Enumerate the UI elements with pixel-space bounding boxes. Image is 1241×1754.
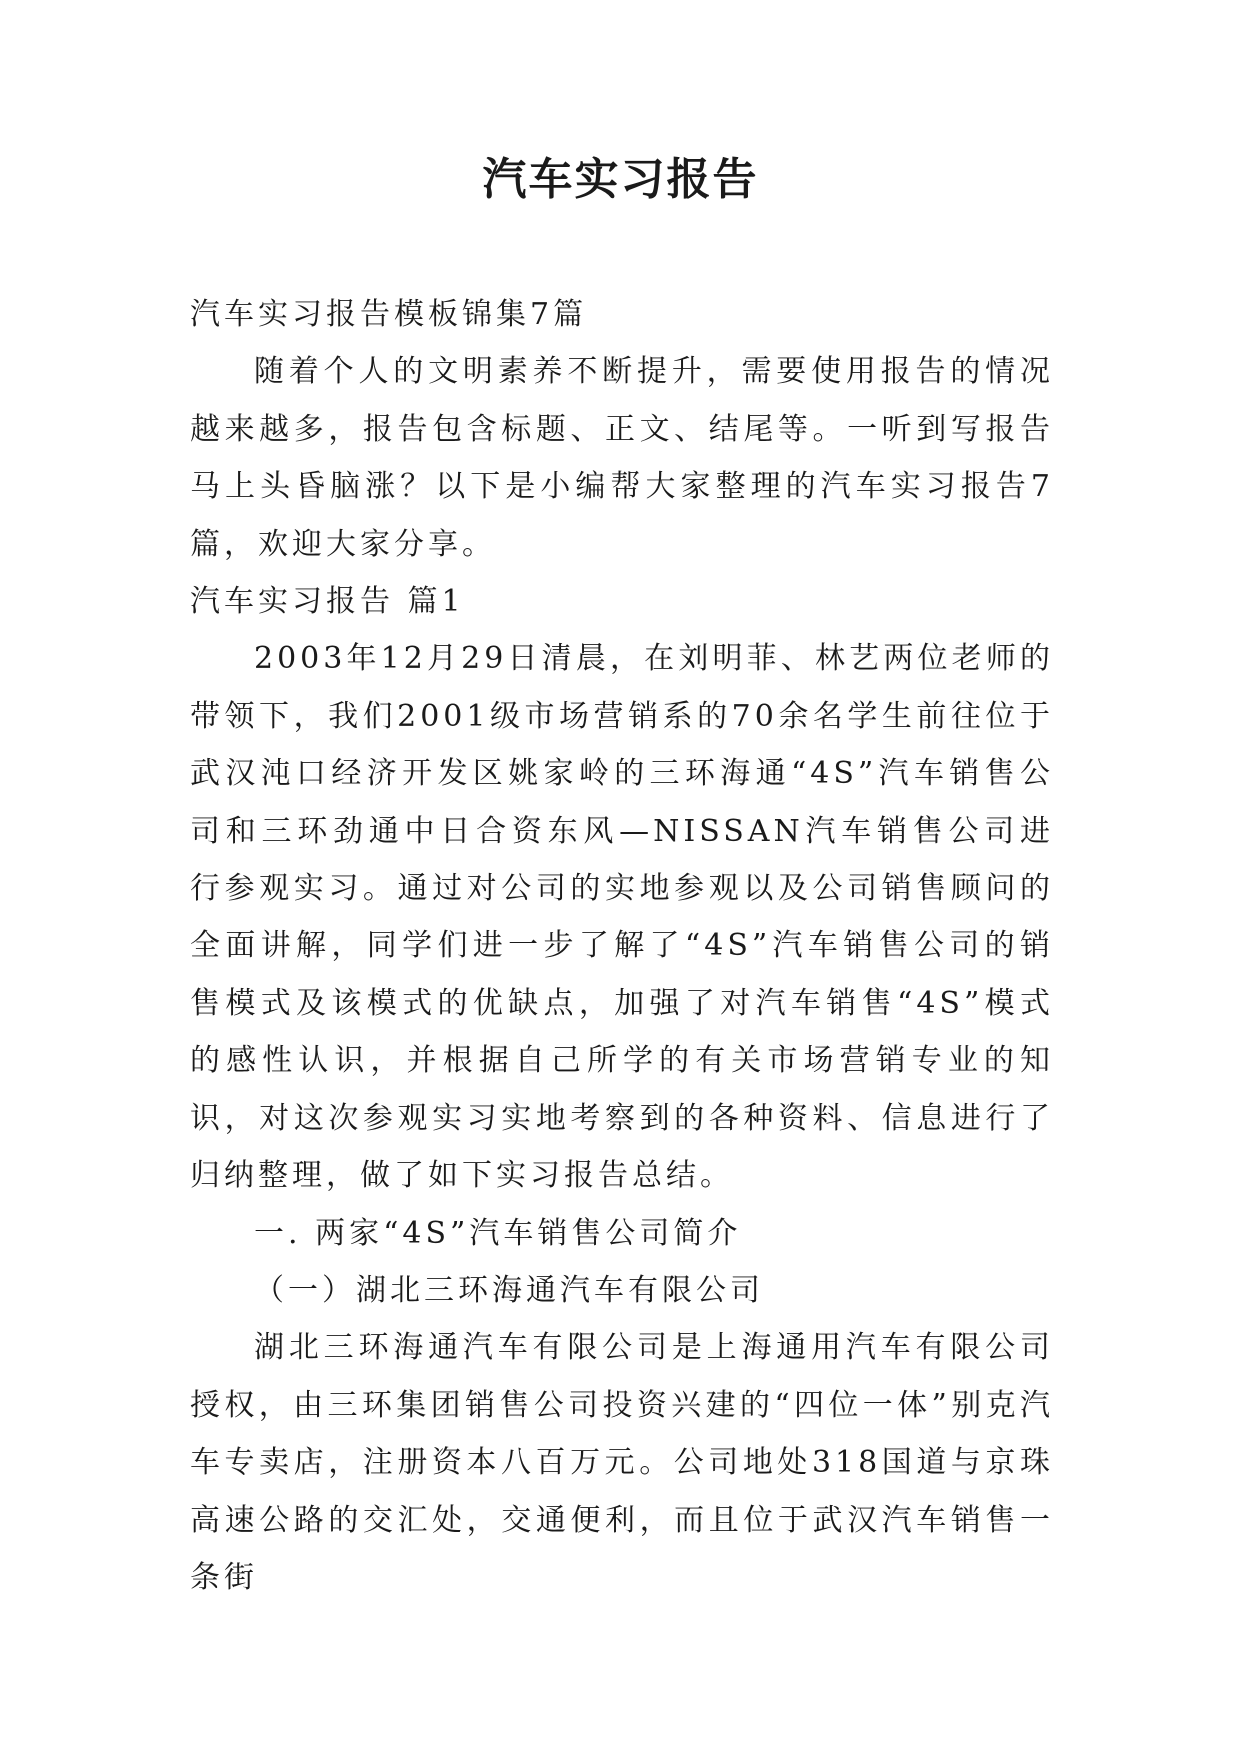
- paragraph-intro: 随着个人的文明素养不断提升，需要使用报告的情况越来越多，报告包含标题、正文、结尾等。一听到写报告马上头昏脑涨？以下是小编帮大家整理的汽车实习报告7篇，欢迎大家分享。: [190, 354, 1054, 562]
- section-heading-part-1: 汽车实习报告 篇1: [190, 584, 465, 620]
- heading-company-overview: 一. 两家“4S”汽车销售公司简介: [254, 1215, 742, 1251]
- paragraph-subtitle: 汽车实习报告模板锦集7篇: [190, 297, 588, 332]
- paragraph-visit-summary: 2003年12月29日清晨，在刘明菲、林艺两位老师的带领下，我们2001级市场营销系的70余名学生前往位于武汉沌口经济开发区姚家岭的三环海通“4S”汽车销售公司和三环劲通中日合资东风—NISSAN汽车销售公司进行参观实习。通过对公司的实地参观以及公司销售顾问的全面讲解，同学们进一步了解了“4S”汽车销售公司的销售模式及该模式的优缺点，加强了对汽车销售“4S”模式的感性认识，并根据自己所学的有关市场营销专业的知识，对这次参观实习实地考察到的各种资料、信息进行了归纳整理，做了如下实习报告总结。: [190, 641, 1054, 1194]
- document-title: 汽车实习报告: [482, 154, 759, 205]
- paragraph-company-1-description: 湖北三环海通汽车有限公司是上海通用汽车有限公司授权，由三环集团销售公司投资兴建的“四位一体”别克汽车专卖店，注册资本八百万元。公司地处318国道与京珠高速公路的交汇处，交通便利，而且位于武汉汽车销售一条街: [190, 1330, 1054, 1595]
- document-body: [190, 286, 1054, 1606]
- heading-company-1: （一）湖北三环海通汽车有限公司: [254, 1272, 764, 1308]
